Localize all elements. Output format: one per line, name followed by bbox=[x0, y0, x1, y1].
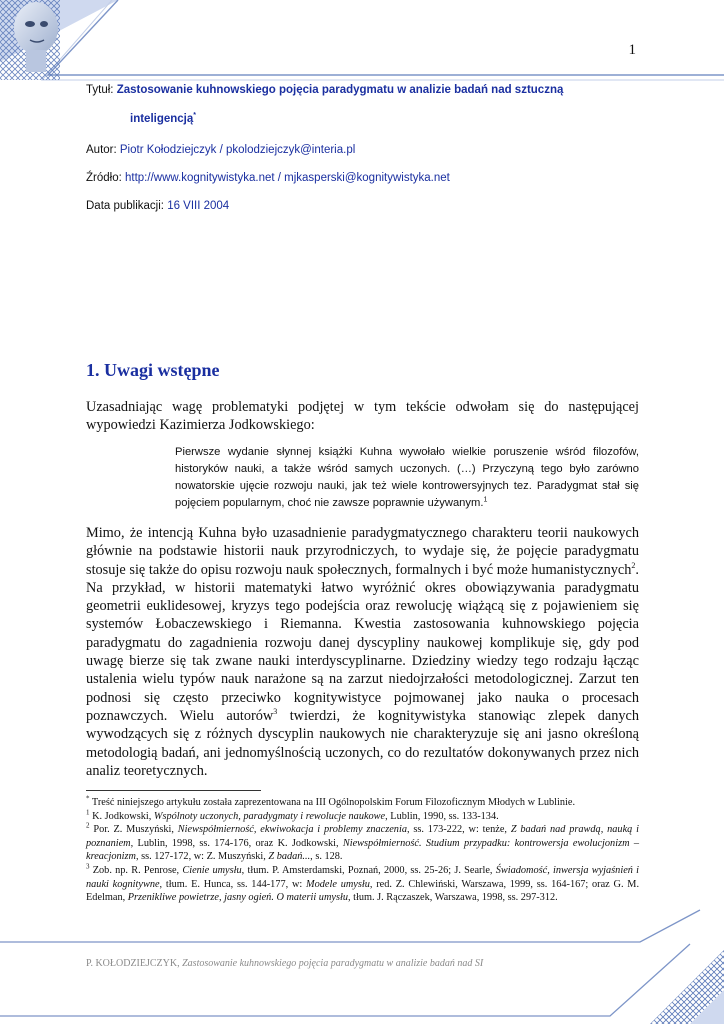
quote-text: Pierwsze wydanie słynnej książki Kuhna wywołało wielkie poruszenie wśród filozofów, historyków nauki, a także wśród samych uczonych. (…) Przyczyną tego było zarówno nowatorskie ujęcie rozwoju nauki, jak też wiele kontrowersyjnych tez. Paradygmat stał się pojęciem popularnym, choć nie zawsze poprawnie używanym. bbox=[175, 446, 639, 509]
footnote-text: , tłum. E. Hunca, ss. 144-177, w: bbox=[159, 878, 307, 890]
footnote-work-title: Świadomość, inwersja wyjaśnień i nauki kognitywne bbox=[86, 864, 640, 890]
footnote-text: Zob. np. R. Penrose, bbox=[89, 864, 183, 876]
footnote-1 bbox=[86, 810, 639, 824]
footnote-work-title: Wspólnoty uczonych, paradygmaty i rewolucje naukowe bbox=[153, 810, 386, 822]
footnote-work-title: Niewspółmierność, ekwiwokacja i problemy znaczenia bbox=[177, 824, 407, 836]
footer-author: P. KOŁODZIEJCZYK, bbox=[86, 958, 183, 969]
footnote-ref-3[interactable]: 3 bbox=[273, 707, 278, 717]
page-number: 1 bbox=[628, 42, 636, 58]
date-label: Data publikacji: bbox=[86, 200, 164, 212]
source-link[interactable]: http://www.kognitywistyka.net / mjkasperski@kognitywistyka.net bbox=[125, 172, 450, 184]
body-text-1: Mimo, że intencją Kuhna było uzasadnienie paradygmatycznego charakteru teorii naukowych głównie na podstawie historii nauk przyrodniczych, to wydaje się, że pojęcie paradygmatu stosuje się także do opisu rozwoju nauk społecznych, formalnych i być może humanistycznych bbox=[86, 525, 639, 578]
article-title-cont bbox=[130, 112, 196, 125]
footnote-text: Lublin, 1998, ss. 174-176, oraz K. Jodkowski, bbox=[133, 837, 343, 849]
date-value: 16 VIII 2004 bbox=[167, 200, 230, 212]
footnote-work-title: Z badań... bbox=[268, 851, 311, 863]
footnote-work-title: Modele umysłu bbox=[306, 878, 370, 890]
footnote-text: K. Jodkowski, bbox=[89, 810, 154, 822]
article-title: Zastosowanie kuhnowskiego pojęcia paradygmatu w analizie badań nad sztuczną bbox=[116, 84, 564, 96]
footnote-text: , s. 128. bbox=[310, 851, 343, 863]
footnote-mark: 1 bbox=[86, 808, 90, 817]
footnote-text: Treść niniejszego artykułu została zaprezentowana na III Ogólnopolskim Forum Filozoficznym Młodych w Lublinie. bbox=[89, 797, 576, 808]
article-title-line2: inteligencją bbox=[130, 112, 194, 125]
footnote-2 bbox=[86, 823, 639, 864]
footnote-text: , tłum. J. Rączaszek, Warszawa, 1998, ss. 297-312. bbox=[347, 892, 558, 904]
footnote-text: , ss. 127-172, w: Z. Muszyński, bbox=[135, 851, 269, 863]
intro-paragraph: Uzasadniając wagę problematyki podjętej w tym tekście odwołam się do następującej wypowiedzi Kazimierza Jodkowskiego: bbox=[86, 399, 639, 434]
footnote-text: , Lublin, 1990, ss. 133-134. bbox=[385, 810, 499, 822]
author-row bbox=[86, 144, 355, 156]
footer-title: Zastosowanie kuhnowskiego pojęcia paradygmatu w analizie badań nad SI bbox=[182, 958, 484, 969]
block-quote bbox=[175, 444, 639, 512]
footnotes bbox=[86, 796, 639, 905]
footnote-ref-2[interactable]: 2 bbox=[631, 560, 636, 570]
section-heading: 1. Uwagi wstępne bbox=[86, 360, 220, 380]
source-row bbox=[86, 172, 450, 184]
footnote-mark: 2 bbox=[86, 821, 90, 830]
footnote-text: , red. Z. Chlewiński, Warszawa, 1999, ss. 164-167; oraz G. M. Edelman, bbox=[86, 878, 640, 904]
source-label: Źródło: bbox=[86, 172, 122, 184]
title-label: Tytuł: bbox=[86, 84, 114, 96]
footnote-mark: 3 bbox=[86, 862, 90, 871]
footnote-3 bbox=[86, 864, 639, 905]
body-paragraph bbox=[86, 524, 639, 780]
body-text-2: . Na przykład, w historii matematyki łatwo wyróżnić okres obowiązywania paradygmatu geometrii euklidesowej, kryzys tego podejścia oraz rewolucję wiążącą się z pojawieniem się systemów Łobaczewskiego i Riemanna. Kwestia zastosowania kuhnowskiego pojęcia paradygmatu do zagadnienia rozwoju danej dyscypliny naukowej komplikuje się, gdy pod uwagę bierze się tak zwane nauki interdyscyplinarne. Dziedziny wiedzy tego rodzaju łącząc ustalenia wielu typów nauk narażone są na zarzut niedojrzałości metodologicznej. Zarzut ten podnosi się często przeciwko kognitywistyce pojmowanej jako nauka o procesach poznawczych. Wielu autorów bbox=[86, 561, 639, 724]
author-label: Autor: bbox=[86, 144, 117, 156]
article-title-row bbox=[86, 84, 639, 96]
quote-footnote-ref[interactable]: 1 bbox=[483, 496, 488, 504]
footnote-divider bbox=[86, 790, 261, 791]
footnote-text: Por. Z. Muszyński, bbox=[89, 824, 178, 836]
footnote-work-title: Cienie umysłu bbox=[182, 864, 242, 876]
date-row bbox=[86, 200, 229, 212]
footnote-work-title: Z badań nad prawdą, nauką i poznaniem, bbox=[86, 824, 639, 849]
footnote-text: , tłum. P. Amsterdamski, Poznań, 2000, ss. 25-26; J. Searle, bbox=[241, 864, 496, 876]
footnote-work-title: Niewspółmierność. Studium przypadku: kontrowersja ewolucjonizm – kreacjonizm bbox=[86, 837, 639, 863]
author-value[interactable]: Piotr Kołodziejczyk / pkolodziejczyk@interia.pl bbox=[119, 144, 356, 156]
footnote-text: , ss. 173-222, w: tenże, bbox=[406, 824, 511, 836]
footnote-work-title: Przenikliwe powietrze, jasny ogień. O materii umysłu bbox=[127, 892, 348, 904]
body-text-3: twierdzi, że kognitywistyka stanowiąc zlepek danych wywodzących się z różnych dyscyplin naukowych nie charakteryzuje się ani jasno określoną metodologią badań, ani jednomyślnością uczonych, co do rezultatów dokonywanych przez nich analiz teoretycznych. bbox=[86, 707, 639, 779]
title-footnote-mark: * bbox=[193, 112, 197, 119]
footnote-star bbox=[86, 796, 639, 810]
footnote-mark: * bbox=[86, 794, 90, 803]
page-footer bbox=[86, 958, 483, 969]
